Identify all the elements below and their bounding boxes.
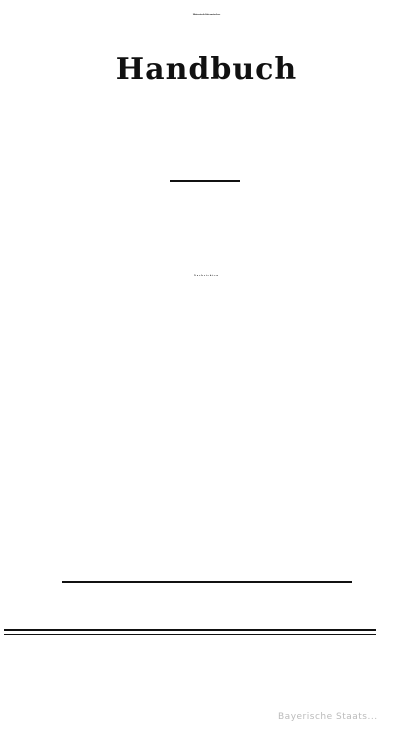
short-divider: [170, 180, 240, 182]
library-watermark: Bayerische Staats...: [278, 712, 378, 722]
alt-title-nachrichten: Nachrichten: [194, 275, 219, 277]
title-handbuch: Handbuch: [115, 52, 298, 87]
volume-rule-bottom-2: [4, 634, 376, 635]
title-line-1: Historisch-litterarisches: [192, 14, 221, 16]
volume-rule-top: [62, 581, 352, 583]
volume-rule-bottom-1: [4, 629, 376, 631]
